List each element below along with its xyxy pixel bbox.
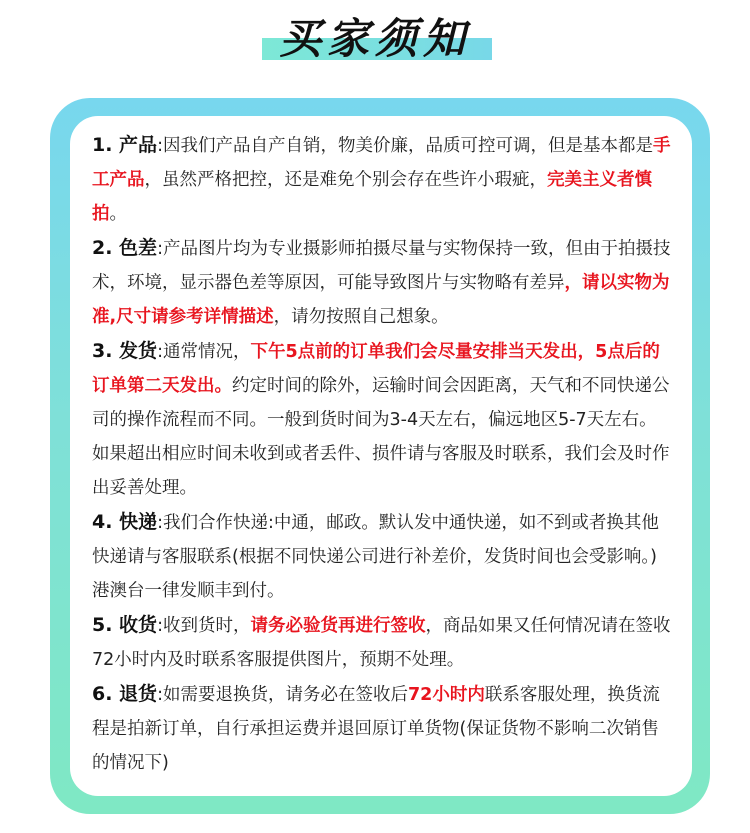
- highlight-text: 72小时内: [407, 685, 485, 705]
- highlight-text: 手工产品: [92, 136, 671, 190]
- section-product: [92, 128, 672, 231]
- section-text: ，请勿按照自己想象。: [273, 307, 449, 327]
- section-color-difference: [92, 231, 672, 334]
- section-text: 约定时间的除外，运输时间会因距离，天气和不同快递公司的操作流程而不同。一般到货时间为3-4天左右，偏远地区5-7天左右。如果超出相应时间未收到或者丢件、损件请与客服及时联系，我们会及时作出妥善处理。: [92, 376, 670, 498]
- notice-content: [92, 128, 672, 780]
- section-text: 。: [109, 204, 127, 224]
- section-text: :产品图片均为专业摄影师拍摄尽量与实物保持一致，但由于拍摄技术，环境，显示器色差等原因，可能导致图片与实物略有差异: [92, 239, 671, 293]
- section-shipping: [92, 334, 672, 505]
- section-text: :如需要退换货，请务必在签收后: [157, 685, 408, 705]
- page-title: 买家须知: [278, 14, 471, 63]
- highlight-text: 请务必验货再进行签收: [250, 616, 426, 636]
- highlight-text: ，请以实物为准,尺寸请参考详情描述: [92, 273, 670, 327]
- section-label: 4. 快递: [92, 511, 158, 533]
- highlight-text: 完美主义者慎拍: [92, 170, 652, 224]
- section-text: ，商品如果又任何情况请在签收72小时内及时联系客服提供图片，预期不处理。: [92, 616, 671, 670]
- title-area: [0, 0, 750, 100]
- section-text: :通常情况，: [157, 342, 251, 362]
- section-receiving: [92, 608, 672, 677]
- section-text: :因我们产品自产自销，物美价廉，品质可控可调，但是基本都是: [157, 136, 653, 156]
- section-text: :收到货时，: [157, 616, 251, 636]
- section-text: ，虽然严格把控，还是难免个别会存在些许小瑕疵，: [144, 170, 547, 190]
- highlight-text: 下午5点前的订单我们会尽量安排当天发出，5点后的订单第二天发出。: [92, 342, 660, 396]
- section-label: 3. 发货: [92, 340, 158, 362]
- section-label: 5. 收货: [92, 614, 158, 636]
- section-returns: [92, 677, 672, 780]
- section-label: 6. 退货: [92, 683, 158, 705]
- section-text: 联系客服处理，换货流程是拍新订单，自行承担运费并退回原订单货物(保证货物不影响二次销售的情况下): [92, 685, 660, 773]
- section-courier: [92, 505, 672, 608]
- section-text: :我们合作快递:中通，邮政。默认发中通快递，如不到或者换其他快递请与客服联系(根据不同快递公司进行补差价，发货时间也会受影响。)港澳台一律发顺丰到付。: [92, 513, 659, 601]
- section-label: 2. 色差: [92, 237, 158, 259]
- section-label: 1. 产品: [92, 134, 158, 156]
